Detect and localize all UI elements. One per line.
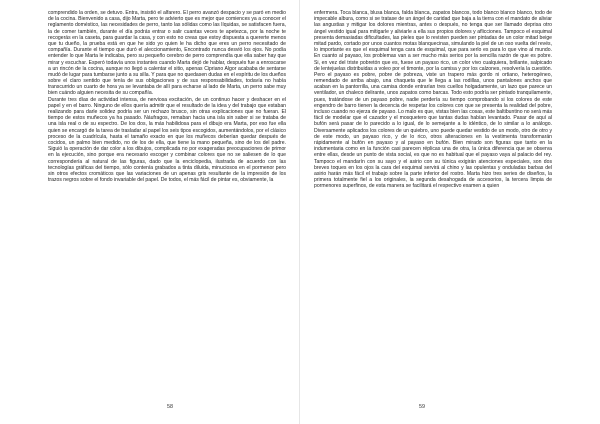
left-page-text: comprendido la orden, se detuvo. Entra, insistió el alfarero. El perro avanzó despacio y se paró en medio de la cocina. Bienvenido a casa, dijo Marta, pero te advierto que es mejor que comiences ya a conocer el reglamento doméstico, las necesidades de perro, tanto las sólidas como las líquidas, se satisfacen fuera, la de comer también, durante el día podrás entrar o salir cuantas veces te apetezca, por la noche te recogerás en la caseta, para guardar la casa, y con esto no creas que estoy dispuesta a quererte menos que tu dueño, la prueba está en que he sido yo quien le ha dicho que eres un perro necesitado de compañía. Durante el tiempo que duró el aleccionamiento, Encontrado nunca desvió los ojos. No podía entender lo que Marta le indicaba, pero su pequeño cerebro de perro comprendía que ella saber hay que mirar y escuchar. Esperó todavía unos instantes cuando Marta dejó de hablar, después fue a enroscarse a un rincón de la cocina, aunque no llegó a calentar el sitio, apenas Cipriano Algor acababa de sentarse mudó de lugar para tumbarse junto a su silla. Y para que no quedasen dudas en el espíritu de los dueños sobre el claro sentido que tenía de sus obligaciones y de sus responsabilidades, todavía no había transcurrido un cuarto de hora ya se levantaba de allí para echarse al lado de Marta, un perro sabe muy bien cuándo alguien necesita de su compañía. Durante tres días de actividad intensa, de nerviosa excitación, de un continuo hacer y deshacer en el papel y en el barro. Ninguno de ellos quería admitir que el resultado de la idea y del trabajo que estaban realizando para darle solidez podría ser un rechazo brusco, sin otras explicaciones que no fueran. El tiempo de estos muñecos ya ha pasado. Náufragos, remaban hacia una isla sin saber si se trataba de una isla real o de su espectro. De los dos, la más habilidosa para el dibujo era Marta, por eso fue ella quien se encargó de la tarea de trasladar al papel los seis tipos escogidos, aumentándolos, por el clásico proceso de la cuadrícula, hasta el tamaño exacto en que los muñecos deberían quedar después de cocidos, un palmo bien medido, no de los de ella, que tiene la mano pequeña, sino de los del padre. Siguió la operación de dar color a los dibujos, complicada no por exageradas preocupaciones de primor en la ejecución, sino porque era necesario escoger y combinar colores que no se saliesen de lo que correspondería al natural de las figuras, dado que la enciclopedia, ilustrada de acuerdo con las tecnologías gráficas del tiempo, sólo contenía grabados a tinta diluida, minuciosos en el pormenor pero sin otros efectos cromáticos que las variaciones de un apenas gris resultante de la impresión de los trazos negros sobre el fondo invariable del papel. De todos, el más fácil de pintar es, obviamente, la <box>48 10 286 184</box>
right-page-number: 59 <box>419 404 425 410</box>
left-page-number: 58 <box>167 404 173 410</box>
right-page <box>300 0 600 424</box>
right-page-text: enfermera. Toca blanca, blusa blanca, falda blanca, zapatos blancos, todo blanco blanco blanco, todo de impecable albura, como si se tratase de un ángel de caridad que baja a la tierra con el mandato de aliviar las angustias y mitigar los dolores mientras, antes o después, no tenga que ser llamado deprisa otro ángel vestido igual para mitigarle y aliviarle a ella sus propios dolores y aflicciones. Tampoco el esquimal presenta demasiadas dificultades, las pieles que lo revisten pueden ser pintadas de un color mitad beige mitad pardo, cortado por unos cuantos motas blanquecinas, simulando la piel de un oso vuelta del revés, lo importante es que el esquimal tenga cara de esquimal, que para serlo es para lo que vino al mundo. En cuanto al payaso, los problemas van a ser mucho más serios por la sencilla razón de que es pobre. Si, en vez del triste pobretón que es, fuese un payaso rico, un color vivo cualquiera, brillante, salpicado de lentejuelas distribuidas a voleo por el timonte, por la camisa y por los calzones, resolvería la cuestión. Pero el payaso es pobre, pobre de pobreza, viste un trapero más gordo ni ortiano, heterogéneo, remendado de arriba abajo, una chaqueta que le llega a las rodillas, unos pantalones anchos que acaban en la pantorrilla, una camisa donde entrarían tres cuellos holgadamente, un lazo que parece un ventilador, un chaleco delirante, unos zapatos como barcas. Todo esto podría ser pintado tranquilamente, pues, tratándose de un payaso pobre, nadie perdería su tiempo comprobando si los colores de este engendro de barro tienen la decencia de respetar los colores con que se presenta la realidad del pobre, incluso cuando no ejerza de payaso. Lo malo es que, vistas bien las cosas, este baltibuntino no será más fácil de modelar que el cazador y el mosquetero que tantas dudas habían levantado. Pasar de aquí al bufón será pasar de lo parecido a lo igual, de lo semejante a lo idéntico, de lo similar a lo análogo. Diversamente aplicados los colores de un quiebro, uno puede quedar vestido de un modo, otro de otro y de este modo, un payaso rico, y de lo rico, otros alteraciones en la vestimenta transformarán rápidamente al bufón en payaso y al payaso en bufón. Bien mirado son figuras que tanto en la indumentaria como en la función casi parecen réplicas una de otra, la única diferencia que se observa entre ellas, desde un punto de vista social, es que no es habitual que el payaso vaya al palacio del rey. Tampoco el mandarín con su sayo y el asirio con su túnica exigirán atenciones especiales, son dos breves toques en los ojos la cara del esquimal servirá al chino y las opulentas y onduladas barbas del asirio harán más fácil el trabajo sobre la parte inferior del rostro. Marta hizo tres series de diseños, la primera totalmente fiel a los originales, la segunda desahogada de accesorios, la tercera limpia de pormenores superfinos, de esta manera se facilitará el respectivo examen a quien <box>314 10 552 190</box>
